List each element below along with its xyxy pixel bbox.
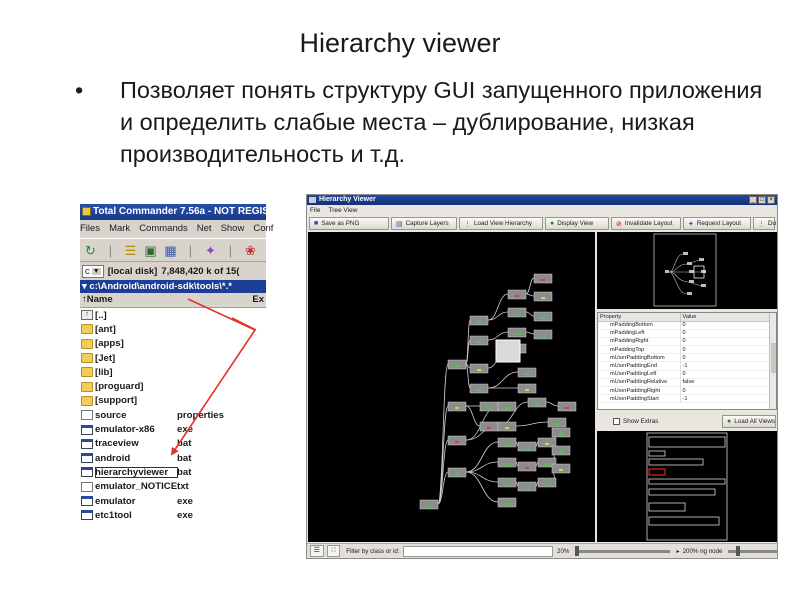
file-name: [support]	[95, 395, 138, 407]
property-row[interactable]	[598, 387, 770, 395]
save-as-png-button[interactable]	[309, 217, 389, 230]
file-ext: exe	[177, 495, 194, 507]
view-node[interactable]	[470, 316, 488, 325]
property-name: mPaddingBottom	[598, 321, 680, 329]
up-dir-icon: ↑	[81, 310, 93, 320]
tc-app-icon	[82, 207, 91, 216]
display-icon: ●	[550, 220, 555, 227]
hv-status-bar	[307, 543, 777, 558]
hv-menu-bar	[307, 205, 777, 216]
view-node[interactable]	[518, 368, 536, 377]
file-row[interactable]	[80, 451, 266, 465]
view-node[interactable]	[534, 292, 552, 301]
hv-title-text: Hierarchy Viewer	[319, 196, 376, 203]
request-icon: ✦	[688, 220, 694, 228]
file-ext: properties	[177, 409, 224, 421]
folder-icon	[81, 396, 93, 406]
property-value: 0	[680, 387, 770, 395]
property-name: mPaddingRight	[598, 337, 680, 345]
property-value: -1	[680, 362, 770, 370]
view-node[interactable]	[534, 330, 552, 339]
column-name[interactable]: ↑Name	[82, 294, 113, 305]
view-node[interactable]	[538, 478, 556, 487]
file-row[interactable]	[80, 480, 266, 494]
capture-layers-button[interactable]	[391, 217, 457, 230]
hv-menu-file[interactable]: File	[310, 207, 321, 214]
view-node[interactable]	[534, 274, 552, 283]
tree-overview[interactable]	[597, 232, 777, 309]
column-ext[interactable]: Ex	[252, 294, 264, 305]
file-row[interactable]	[80, 422, 266, 436]
view-node[interactable]	[480, 422, 498, 431]
filter-label: Filter by class or id:	[346, 547, 400, 555]
property-row[interactable]	[598, 370, 770, 378]
minimize-icon[interactable]: _	[749, 196, 757, 204]
file-row[interactable]	[80, 337, 266, 351]
view-node[interactable]	[518, 462, 536, 471]
drive-letter: c	[85, 265, 90, 277]
load-all-icon: ●	[727, 417, 732, 425]
request-layout-button[interactable]	[683, 217, 751, 230]
separator-icon: |	[108, 243, 113, 258]
tree-mode-icon[interactable]: ☰	[310, 545, 324, 557]
view-node[interactable]	[470, 364, 488, 373]
file-name: [ant]	[95, 323, 116, 335]
view-node[interactable]	[518, 442, 536, 451]
executable-icon	[81, 467, 93, 477]
drive-selector[interactable]	[82, 265, 104, 278]
slider-knob[interactable]	[736, 546, 740, 556]
capture-layers-label: Capture Layers	[405, 220, 449, 227]
file-name: android	[95, 452, 131, 464]
layout-view[interactable]	[597, 431, 777, 542]
file-row[interactable]	[80, 379, 266, 393]
invalidate-layout-label: Invalidate Layout	[624, 220, 673, 227]
file-name: [Jet]	[95, 352, 116, 364]
load-all-views-label: Load All Views	[734, 417, 776, 425]
tc-menu-bar	[80, 220, 274, 238]
tc-title-bar	[80, 204, 269, 220]
property-name: mUserPaddingBottom	[598, 354, 680, 362]
property-row[interactable]	[598, 346, 770, 354]
dump-icon: ⋮	[758, 220, 765, 228]
view-node[interactable]	[498, 458, 516, 467]
no-entry-icon: ⊘	[616, 220, 622, 228]
document-icon	[81, 482, 93, 492]
request-layout-label: Request Layout	[696, 220, 741, 227]
view-node[interactable]	[552, 428, 570, 437]
tree-view-canvas[interactable]	[308, 232, 595, 542]
file-name: emulator_NOTICE	[95, 481, 178, 493]
selected-view-node[interactable]	[496, 340, 520, 362]
view-node[interactable]	[534, 312, 552, 321]
load-view-hierarchy-button[interactable]	[459, 217, 543, 230]
folder-icon	[81, 324, 93, 334]
close-icon[interactable]: ×	[767, 196, 775, 204]
file-name: source	[95, 409, 127, 421]
file-row[interactable]	[80, 465, 266, 479]
view-node[interactable]	[508, 290, 526, 299]
file-ext: bat	[177, 466, 192, 478]
view-node[interactable]	[498, 438, 516, 447]
path-text: c:\Android\android-sdk\tools\*.*	[89, 281, 232, 292]
folder-icon	[81, 339, 93, 349]
show-extras-checkbox[interactable]	[613, 418, 620, 425]
load-all-views-button[interactable]	[722, 415, 776, 428]
executable-icon	[81, 510, 93, 520]
view-node[interactable]	[448, 360, 466, 369]
view-node[interactable]	[498, 422, 516, 431]
property-name: mPaddingLeft	[598, 329, 680, 337]
save-as-png-label: Save as PNG	[321, 220, 360, 227]
floppy-icon: ■	[314, 220, 319, 227]
property-name: mUserPaddingStart	[598, 395, 680, 403]
view-node[interactable]	[552, 446, 570, 455]
tc-toolbar	[80, 238, 266, 262]
view-node[interactable]	[420, 500, 438, 509]
show-extras-label: Show Extras	[623, 417, 659, 425]
plugin-icon[interactable]: ❀	[245, 243, 256, 258]
property-value: 0	[680, 370, 770, 378]
view-node[interactable]	[498, 498, 516, 507]
tc-title-text: Total Commander 7.56a - NOT REGIS	[93, 206, 269, 217]
path-dropdown-icon[interactable]: ▾	[82, 281, 87, 292]
property-value: 0	[680, 354, 770, 362]
executable-icon	[81, 453, 93, 463]
drive-free-space: 7,848,420 k of 15(	[161, 265, 240, 277]
hv-toolbar	[307, 217, 777, 231]
file-ext: bat	[177, 438, 192, 450]
executable-icon	[81, 425, 93, 435]
maximize-icon[interactable]: □	[758, 196, 766, 204]
property-row[interactable]	[598, 329, 770, 337]
property-row[interactable]	[598, 337, 770, 345]
display-view-button[interactable]	[545, 217, 609, 230]
tc-file-list	[80, 308, 266, 522]
view-node[interactable]	[552, 464, 570, 473]
thumbnail-view-icon[interactable]: ▣	[144, 243, 157, 258]
file-name: etc1tool	[95, 509, 132, 521]
chevron-down-icon: ▼	[92, 267, 100, 275]
overlay-zoom-label: 200% ng node	[682, 547, 723, 555]
tc-drive-bar	[80, 262, 266, 280]
tc-menu-net[interactable]: Net	[196, 223, 212, 234]
view-node[interactable]	[518, 482, 536, 491]
tc-current-path[interactable]	[80, 280, 266, 293]
view-node[interactable]	[518, 384, 536, 393]
file-ext: exe	[177, 424, 194, 436]
invalidate-layout-button[interactable]	[611, 217, 681, 230]
tree-view-icon[interactable]: ▦	[164, 243, 177, 258]
property-value: 0	[680, 321, 770, 329]
view-node[interactable]	[480, 402, 498, 411]
dump-button[interactable]	[753, 217, 775, 230]
file-row[interactable]	[80, 394, 266, 408]
property-row[interactable]	[598, 378, 770, 386]
file-name: [apps]	[95, 338, 124, 350]
separator-icon: |	[228, 243, 233, 258]
view-node[interactable]	[528, 398, 546, 407]
file-row[interactable]	[80, 508, 266, 522]
tc-column-header	[80, 293, 266, 308]
tc-menu-commands[interactable]: Commands	[139, 223, 188, 234]
file-row[interactable]	[80, 322, 266, 336]
view-node[interactable]	[548, 418, 566, 427]
folder-icon	[81, 353, 93, 363]
property-name: mUserPaddingLeft	[598, 370, 680, 378]
scrollbar-thumb[interactable]	[771, 343, 776, 373]
folder-icon	[81, 367, 93, 377]
file-ext: bat	[177, 452, 192, 464]
property-value: -1	[680, 395, 770, 403]
view-node[interactable]	[448, 436, 466, 445]
file-name: hierarchyviewer	[95, 467, 178, 478]
executable-icon	[81, 496, 93, 506]
hv-title-bar	[307, 195, 777, 205]
file-name: emulator-x86	[95, 424, 155, 436]
tree-zoom-slider[interactable]	[575, 550, 670, 553]
tc-menu-files[interactable]: Files	[80, 223, 101, 234]
property-value: false	[680, 378, 770, 386]
property-row[interactable]	[598, 354, 770, 362]
property-name: mUserPaddingRight	[598, 387, 680, 395]
property-row[interactable]	[598, 395, 770, 403]
hv-menu-tree-view[interactable]: Tree View	[328, 207, 358, 214]
view-node[interactable]	[448, 468, 466, 477]
file-name: traceview	[95, 438, 139, 450]
file-row[interactable]	[80, 365, 266, 379]
view-node[interactable]	[558, 402, 576, 411]
tc-menu-show[interactable]: Show	[220, 223, 245, 234]
executable-icon	[81, 439, 93, 449]
property-column-header[interactable]: Property	[598, 313, 680, 321]
view-node[interactable]	[498, 478, 516, 487]
layers-icon: ▤	[396, 220, 403, 228]
slide-title: Hierarchy viewer	[299, 28, 501, 58]
file-row[interactable]	[80, 351, 266, 365]
total-commander-window	[80, 204, 274, 521]
chevron-right-icon[interactable]: ▸	[676, 547, 680, 555]
view-node[interactable]	[470, 336, 488, 345]
property-value: 0	[680, 329, 770, 337]
view-node[interactable]	[508, 308, 526, 317]
value-column-header[interactable]: Value	[680, 313, 770, 321]
file-row[interactable]	[80, 437, 266, 451]
view-node[interactable]	[508, 328, 526, 337]
property-name: mUserPaddingEnd	[598, 362, 680, 370]
pack-icon[interactable]: ✦	[205, 243, 216, 258]
view-node[interactable]	[448, 402, 466, 411]
bullet-text: • Позволяет понять структуру GUI запущенного приложения и определить слабые места – дублирование, низкая производительность и т.д.	[75, 74, 765, 170]
file-row[interactable]	[80, 408, 266, 422]
tree-zoom-label: 20%	[557, 547, 570, 555]
view-node[interactable]	[470, 384, 488, 393]
file-name: [proguard]	[95, 381, 144, 393]
property-table-scrollbar[interactable]	[769, 313, 776, 409]
document-icon	[81, 410, 93, 420]
tree-icon: ⋮	[464, 220, 471, 228]
tc-menu-configuration[interactable]: Conf	[253, 223, 274, 234]
file-name: [lib]	[95, 366, 113, 378]
pixel-perfect-icon[interactable]: ∷	[327, 545, 341, 557]
drive-label: [local disk]	[107, 265, 158, 277]
load-view-hierarchy-label: Load View Hierarchy	[474, 220, 532, 227]
slider-knob[interactable]	[575, 546, 579, 556]
property-name: mUserPaddingRelative	[598, 378, 680, 386]
extras-bar	[597, 413, 777, 429]
file-name: emulator	[95, 495, 136, 507]
file-ext: txt	[177, 481, 189, 493]
property-row[interactable]	[598, 362, 770, 370]
view-node[interactable]	[498, 402, 516, 411]
file-name: [..]	[95, 309, 107, 321]
dump-label: Du	[768, 220, 777, 227]
overlay-zoom-slider[interactable]	[728, 550, 777, 553]
window-controls	[749, 196, 775, 204]
file-row[interactable]	[80, 308, 266, 322]
separator-icon: |	[188, 243, 193, 258]
brief-view-icon[interactable]: ☰	[124, 243, 137, 258]
property-value: 0	[680, 337, 770, 345]
file-ext: exe	[177, 509, 194, 521]
hv-app-icon	[309, 197, 316, 203]
filter-input[interactable]	[403, 546, 553, 557]
refresh-icon[interactable]: ↻	[85, 243, 96, 258]
display-view-label: Display View	[557, 220, 594, 227]
folder-icon	[81, 382, 93, 392]
property-table	[597, 312, 777, 410]
file-row[interactable]	[80, 494, 266, 508]
property-name: mPaddingTop	[598, 346, 680, 354]
tc-menu-mark[interactable]: Mark	[109, 223, 131, 234]
property-value: 0	[680, 346, 770, 354]
property-row[interactable]	[598, 321, 770, 329]
view-node[interactable]	[538, 438, 556, 447]
hierarchy-viewer-window	[306, 194, 778, 559]
bullet-list	[75, 74, 765, 170]
